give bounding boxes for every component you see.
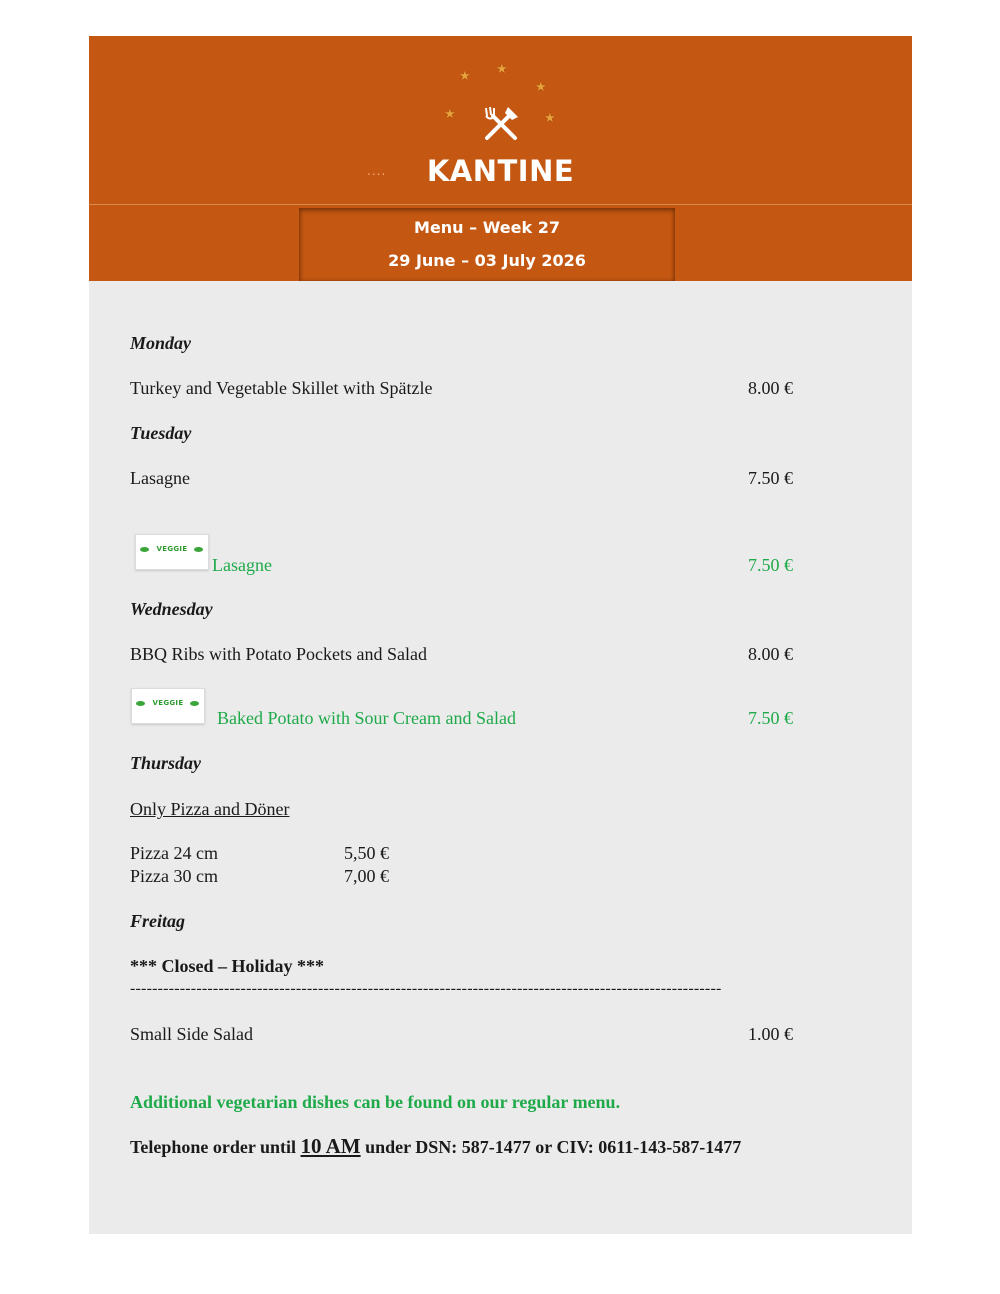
header-banner <box>89 36 912 281</box>
week-tab <box>299 208 675 281</box>
veggie-badge-text: VEGGIE <box>156 545 188 553</box>
pizza-size: Pizza 30 cm <box>130 866 218 886</box>
vegetarian-note: Additional vegetarian dishes can be found on our regular menu. <box>130 1092 621 1112</box>
veggie-dish-price: 7.50 € <box>748 708 793 728</box>
day-heading-thursday: Thursday <box>130 753 202 773</box>
dish-name: Turkey and Vegetable Skillet with Spätzle <box>130 378 433 398</box>
holiday-note: *** Closed – Holiday *** <box>130 956 325 976</box>
day-heading-tuesday: Tuesday <box>130 423 192 443</box>
side-dish-price: 1.00 € <box>748 1024 793 1044</box>
dish-name: BBQ Ribs with Potato Pockets and Salad <box>130 644 427 664</box>
header-divider <box>89 204 912 205</box>
pizza-price: 7,00 € <box>344 866 389 886</box>
day-heading-monday: Monday <box>130 333 192 353</box>
leaf-icon <box>194 547 203 552</box>
veggie-badge <box>135 534 209 570</box>
day-heading-wednesday: Wednesday <box>130 599 213 619</box>
veggie-dish-name: Lasagne <box>212 555 272 575</box>
dish-price: 7.50 € <box>748 468 793 488</box>
pizza-price: 5,50 € <box>344 843 389 863</box>
star-icon: ★ <box>444 107 456 122</box>
dish-price: 8.00 € <box>748 644 793 664</box>
star-icon: ★ <box>544 111 556 126</box>
day-heading-friday: Freitag <box>130 911 186 931</box>
fork-knife-icon <box>481 104 521 144</box>
dashed-separator: ----------------------------------------------------------------------------------------------------------- <box>130 980 722 997</box>
date-range-label: 29 June – 03 July 2026 <box>388 251 586 270</box>
veggie-dish-name: Baked Potato with Sour Cream and Salad <box>217 708 516 728</box>
menu-sheet <box>89 36 912 1234</box>
order-time: 10 AM <box>300 1134 361 1158</box>
veggie-badge-text: VEGGIE <box>152 699 184 707</box>
order-info <box>130 1134 741 1159</box>
decorative-dots: .... <box>367 164 387 178</box>
star-icon: ★ <box>535 80 547 95</box>
star-icon: ★ <box>496 62 508 77</box>
brand-title: KANTINE <box>426 154 575 188</box>
veggie-badge <box>131 688 205 724</box>
order-suffix: under DSN: 587-1477 or CIV: 0611-143-587-1477 <box>365 1137 742 1157</box>
order-prefix: Telephone order until <box>130 1137 297 1157</box>
side-dish-name: Small Side Salad <box>130 1024 253 1044</box>
thursday-note: Only Pizza and Döner <box>130 799 290 819</box>
dish-price: 8.00 € <box>748 378 793 398</box>
veggie-dish-price: 7.50 € <box>748 555 793 575</box>
menu-week-label: Menu – Week 27 <box>414 218 560 237</box>
pizza-size: Pizza 24 cm <box>130 843 218 863</box>
dish-name: Lasagne <box>130 468 190 488</box>
star-icon: ★ <box>459 69 471 84</box>
leaf-icon <box>190 701 199 706</box>
